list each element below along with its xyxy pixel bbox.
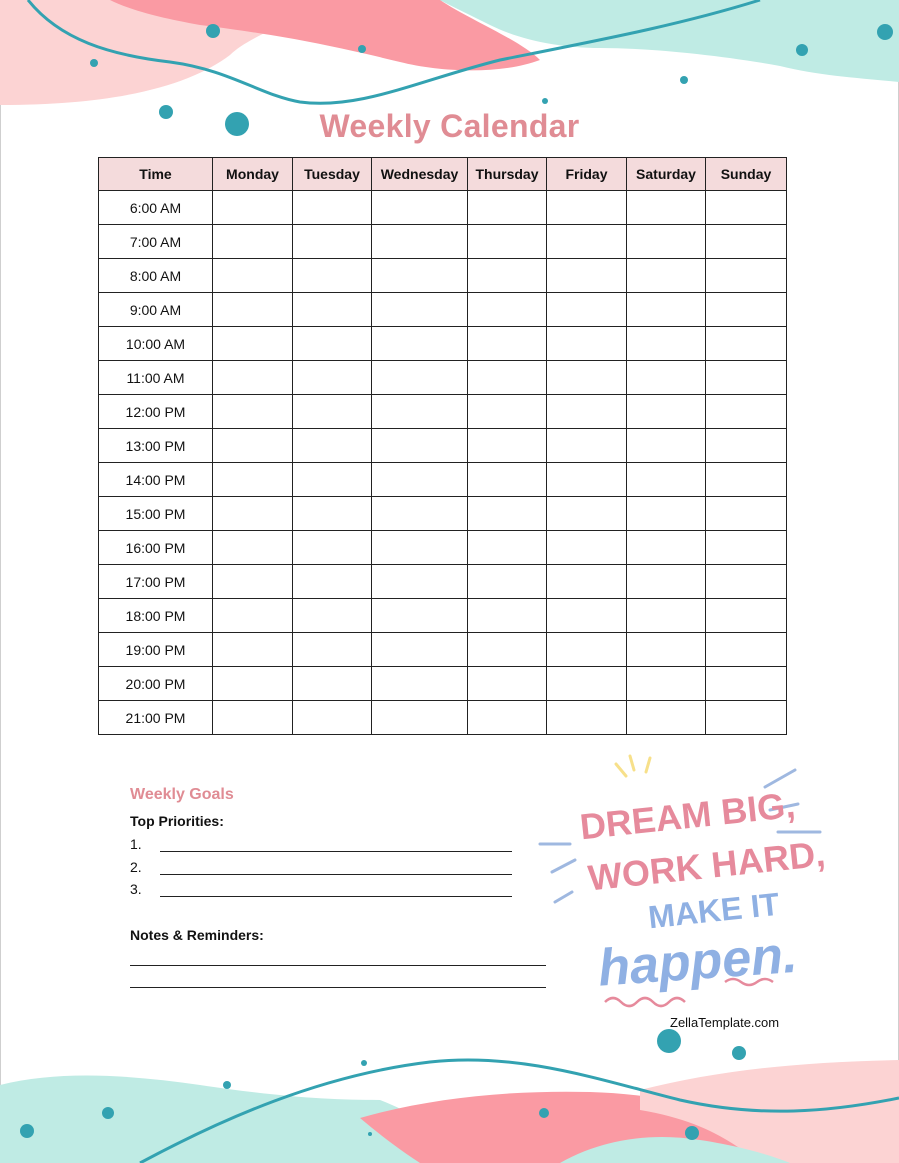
table-row	[99, 225, 787, 259]
top-priorities-label: Top Priorities:	[130, 813, 224, 829]
dot	[368, 1132, 372, 1136]
time-slot-label: 7:00 AM	[99, 225, 213, 259]
schedule-cell[interactable]	[468, 497, 547, 531]
schedule-cell[interactable]	[372, 327, 468, 361]
schedule-cell[interactable]	[627, 191, 706, 225]
day-header: Sunday	[706, 158, 787, 191]
sun-rays	[616, 756, 650, 776]
schedule-cell[interactable]	[627, 361, 706, 395]
table-row	[99, 565, 787, 599]
priority-number: 1.	[130, 836, 142, 852]
schedule-cell[interactable]	[547, 327, 627, 361]
dot	[358, 45, 366, 53]
schedule-cell[interactable]	[372, 667, 468, 701]
schedule-cell[interactable]	[213, 701, 293, 735]
time-slot-label: 20:00 PM	[99, 667, 213, 701]
weekly-goals-heading: Weekly Goals	[130, 786, 234, 803]
schedule-cell[interactable]	[213, 633, 293, 667]
dot	[680, 76, 688, 84]
schedule-cell[interactable]	[213, 667, 293, 701]
schedule-cell[interactable]	[627, 497, 706, 531]
schedule-cell[interactable]	[468, 429, 547, 463]
dot	[223, 1081, 231, 1089]
schedule-cell[interactable]	[627, 327, 706, 361]
dot	[361, 1060, 367, 1066]
time-slot-label: 6:00 AM	[99, 191, 213, 225]
schedule-cell[interactable]	[706, 429, 787, 463]
schedule-cell[interactable]	[627, 701, 706, 735]
schedule-cell[interactable]	[293, 259, 372, 293]
schedule-cell[interactable]	[547, 429, 627, 463]
table-row	[99, 293, 787, 327]
schedule-cell[interactable]	[468, 293, 547, 327]
schedule-cell[interactable]	[547, 531, 627, 565]
schedule-cell[interactable]	[706, 463, 787, 497]
schedule-cell[interactable]	[547, 497, 627, 531]
schedule-cell[interactable]	[293, 463, 372, 497]
schedule-cell[interactable]	[293, 395, 372, 429]
notes-reminders-label: Notes & Reminders:	[130, 927, 264, 943]
schedule-cell[interactable]	[468, 667, 547, 701]
day-header: Thursday	[468, 158, 547, 191]
schedule-cell[interactable]	[293, 497, 372, 531]
day-header: Tuesday	[293, 158, 372, 191]
time-slot-label: 13:00 PM	[99, 429, 213, 463]
table-row	[99, 667, 787, 701]
schedule-cell[interactable]	[547, 259, 627, 293]
schedule-cell[interactable]	[213, 225, 293, 259]
schedule-cell[interactable]	[372, 191, 468, 225]
schedule-cell[interactable]	[547, 361, 627, 395]
quote-line: WORK HARD,	[586, 832, 828, 899]
weekly-calendar-table	[98, 157, 787, 735]
schedule-cell[interactable]	[293, 633, 372, 667]
day-header: Wednesday	[372, 158, 468, 191]
time-slot-label: 21:00 PM	[99, 701, 213, 735]
site-credit[interactable]: ZellaTemplate.com	[670, 1015, 780, 1030]
schedule-cell[interactable]	[372, 293, 468, 327]
dot	[877, 24, 893, 40]
schedule-cell[interactable]	[468, 599, 547, 633]
priority-line[interactable]	[160, 851, 512, 852]
table-row	[99, 633, 787, 667]
schedule-cell[interactable]	[213, 497, 293, 531]
schedule-cell[interactable]	[627, 225, 706, 259]
schedule-cell[interactable]	[547, 463, 627, 497]
quote-line: happen.	[596, 925, 800, 998]
calendar-body	[99, 191, 787, 735]
schedule-cell[interactable]	[547, 667, 627, 701]
schedule-cell[interactable]	[706, 225, 787, 259]
schedule-cell[interactable]	[706, 497, 787, 531]
schedule-cell[interactable]	[468, 395, 547, 429]
schedule-cell[interactable]	[213, 429, 293, 463]
dot	[796, 44, 808, 56]
table-row	[99, 463, 787, 497]
schedule-cell[interactable]	[213, 361, 293, 395]
table-row	[99, 531, 787, 565]
schedule-cell[interactable]	[293, 429, 372, 463]
schedule-cell[interactable]	[547, 565, 627, 599]
schedule-cell[interactable]	[468, 633, 547, 667]
schedule-cell[interactable]	[468, 463, 547, 497]
schedule-cell[interactable]	[706, 531, 787, 565]
schedule-cell[interactable]	[372, 361, 468, 395]
schedule-cell[interactable]	[293, 191, 372, 225]
table-row	[99, 191, 787, 225]
schedule-cell[interactable]	[706, 599, 787, 633]
schedule-cell[interactable]	[372, 565, 468, 599]
schedule-cell[interactable]	[706, 327, 787, 361]
schedule-cell[interactable]	[213, 327, 293, 361]
schedule-cell[interactable]	[627, 633, 706, 667]
table-row	[99, 361, 787, 395]
schedule-cell[interactable]	[547, 191, 627, 225]
schedule-cell[interactable]	[627, 429, 706, 463]
schedule-cell[interactable]	[372, 531, 468, 565]
schedule-cell[interactable]	[547, 599, 627, 633]
schedule-cell[interactable]	[372, 225, 468, 259]
schedule-cell[interactable]	[293, 667, 372, 701]
dot	[102, 1107, 114, 1119]
schedule-cell[interactable]	[213, 395, 293, 429]
schedule-cell[interactable]	[213, 259, 293, 293]
schedule-cell[interactable]	[627, 599, 706, 633]
dot	[90, 59, 98, 67]
schedule-cell[interactable]	[213, 565, 293, 599]
dot	[732, 1046, 746, 1060]
schedule-cell[interactable]	[627, 395, 706, 429]
schedule-cell[interactable]	[627, 531, 706, 565]
time-slot-label: 18:00 PM	[99, 599, 213, 633]
schedule-cell[interactable]	[213, 293, 293, 327]
dot	[20, 1124, 34, 1138]
schedule-cell[interactable]	[372, 259, 468, 293]
dot	[685, 1126, 699, 1140]
schedule-cell[interactable]	[293, 361, 372, 395]
schedule-cell[interactable]	[468, 701, 547, 735]
schedule-cell[interactable]	[547, 633, 627, 667]
schedule-cell[interactable]	[706, 191, 787, 225]
schedule-cell[interactable]	[213, 191, 293, 225]
schedule-cell[interactable]	[627, 667, 706, 701]
schedule-cell[interactable]	[547, 701, 627, 735]
table-row	[99, 327, 787, 361]
schedule-cell[interactable]	[293, 531, 372, 565]
table-row	[99, 395, 787, 429]
schedule-cell[interactable]	[468, 191, 547, 225]
table-row	[99, 701, 787, 735]
schedule-cell[interactable]	[706, 361, 787, 395]
priority-line[interactable]	[160, 874, 512, 875]
schedule-cell[interactable]	[468, 259, 547, 293]
schedule-cell[interactable]	[627, 565, 706, 599]
time-slot-label: 10:00 AM	[99, 327, 213, 361]
time-column-header: Time	[99, 158, 213, 191]
schedule-cell[interactable]	[372, 633, 468, 667]
schedule-cell[interactable]	[706, 701, 787, 735]
time-slot-label: 14:00 PM	[99, 463, 213, 497]
schedule-cell[interactable]	[468, 531, 547, 565]
dot	[542, 98, 548, 104]
schedule-cell[interactable]	[293, 599, 372, 633]
time-slot-label: 9:00 AM	[99, 293, 213, 327]
calendar-header-row	[99, 158, 787, 191]
schedule-cell[interactable]	[706, 293, 787, 327]
schedule-cell[interactable]	[372, 701, 468, 735]
schedule-cell[interactable]	[213, 463, 293, 497]
schedule-cell[interactable]	[372, 463, 468, 497]
schedule-cell[interactable]	[468, 361, 547, 395]
schedule-cell[interactable]	[372, 429, 468, 463]
schedule-cell[interactable]	[706, 259, 787, 293]
schedule-cell[interactable]	[293, 565, 372, 599]
time-slot-label: 19:00 PM	[99, 633, 213, 667]
time-slot-label: 11:00 AM	[99, 361, 213, 395]
time-slot-label: 12:00 PM	[99, 395, 213, 429]
schedule-cell[interactable]	[627, 463, 706, 497]
time-slot-label: 16:00 PM	[99, 531, 213, 565]
dot	[657, 1029, 681, 1053]
table-row	[99, 497, 787, 531]
schedule-cell[interactable]	[627, 259, 706, 293]
schedule-cell[interactable]	[213, 531, 293, 565]
day-header: Friday	[547, 158, 627, 191]
note-line[interactable]	[130, 987, 546, 988]
schedule-cell[interactable]	[547, 293, 627, 327]
time-slot-label: 17:00 PM	[99, 565, 213, 599]
priority-number: 3.	[130, 881, 142, 897]
table-row	[99, 599, 787, 633]
schedule-cell[interactable]	[468, 565, 547, 599]
time-slot-label: 15:00 PM	[99, 497, 213, 531]
quote-line: MAKE IT	[646, 885, 782, 936]
schedule-cell[interactable]	[468, 327, 547, 361]
schedule-cell[interactable]	[547, 225, 627, 259]
schedule-cell[interactable]	[706, 395, 787, 429]
time-slot-label: 8:00 AM	[99, 259, 213, 293]
schedule-cell[interactable]	[213, 599, 293, 633]
quote-line: DREAM BIG,	[577, 783, 797, 848]
schedule-cell[interactable]	[372, 497, 468, 531]
dot	[206, 24, 220, 38]
schedule-cell[interactable]	[372, 599, 468, 633]
day-header: Saturday	[627, 158, 706, 191]
note-line[interactable]	[130, 965, 546, 966]
schedule-cell[interactable]	[706, 633, 787, 667]
quote-artwork	[530, 752, 830, 1014]
day-header: Monday	[213, 158, 293, 191]
schedule-cell[interactable]	[293, 293, 372, 327]
schedule-cell[interactable]	[627, 293, 706, 327]
underline-squiggle	[605, 998, 685, 1006]
table-row	[99, 429, 787, 463]
schedule-cell[interactable]	[293, 327, 372, 361]
table-row	[99, 259, 787, 293]
schedule-cell[interactable]	[468, 225, 547, 259]
schedule-cell[interactable]	[547, 395, 627, 429]
schedule-cell[interactable]	[706, 565, 787, 599]
schedule-cell[interactable]	[372, 395, 468, 429]
schedule-cell[interactable]	[293, 701, 372, 735]
dot	[539, 1108, 549, 1118]
page-title: Weekly Calendar	[319, 108, 580, 144]
schedule-cell[interactable]	[706, 667, 787, 701]
priority-number: 2.	[130, 859, 142, 875]
priority-line[interactable]	[160, 896, 512, 897]
schedule-cell[interactable]	[293, 225, 372, 259]
